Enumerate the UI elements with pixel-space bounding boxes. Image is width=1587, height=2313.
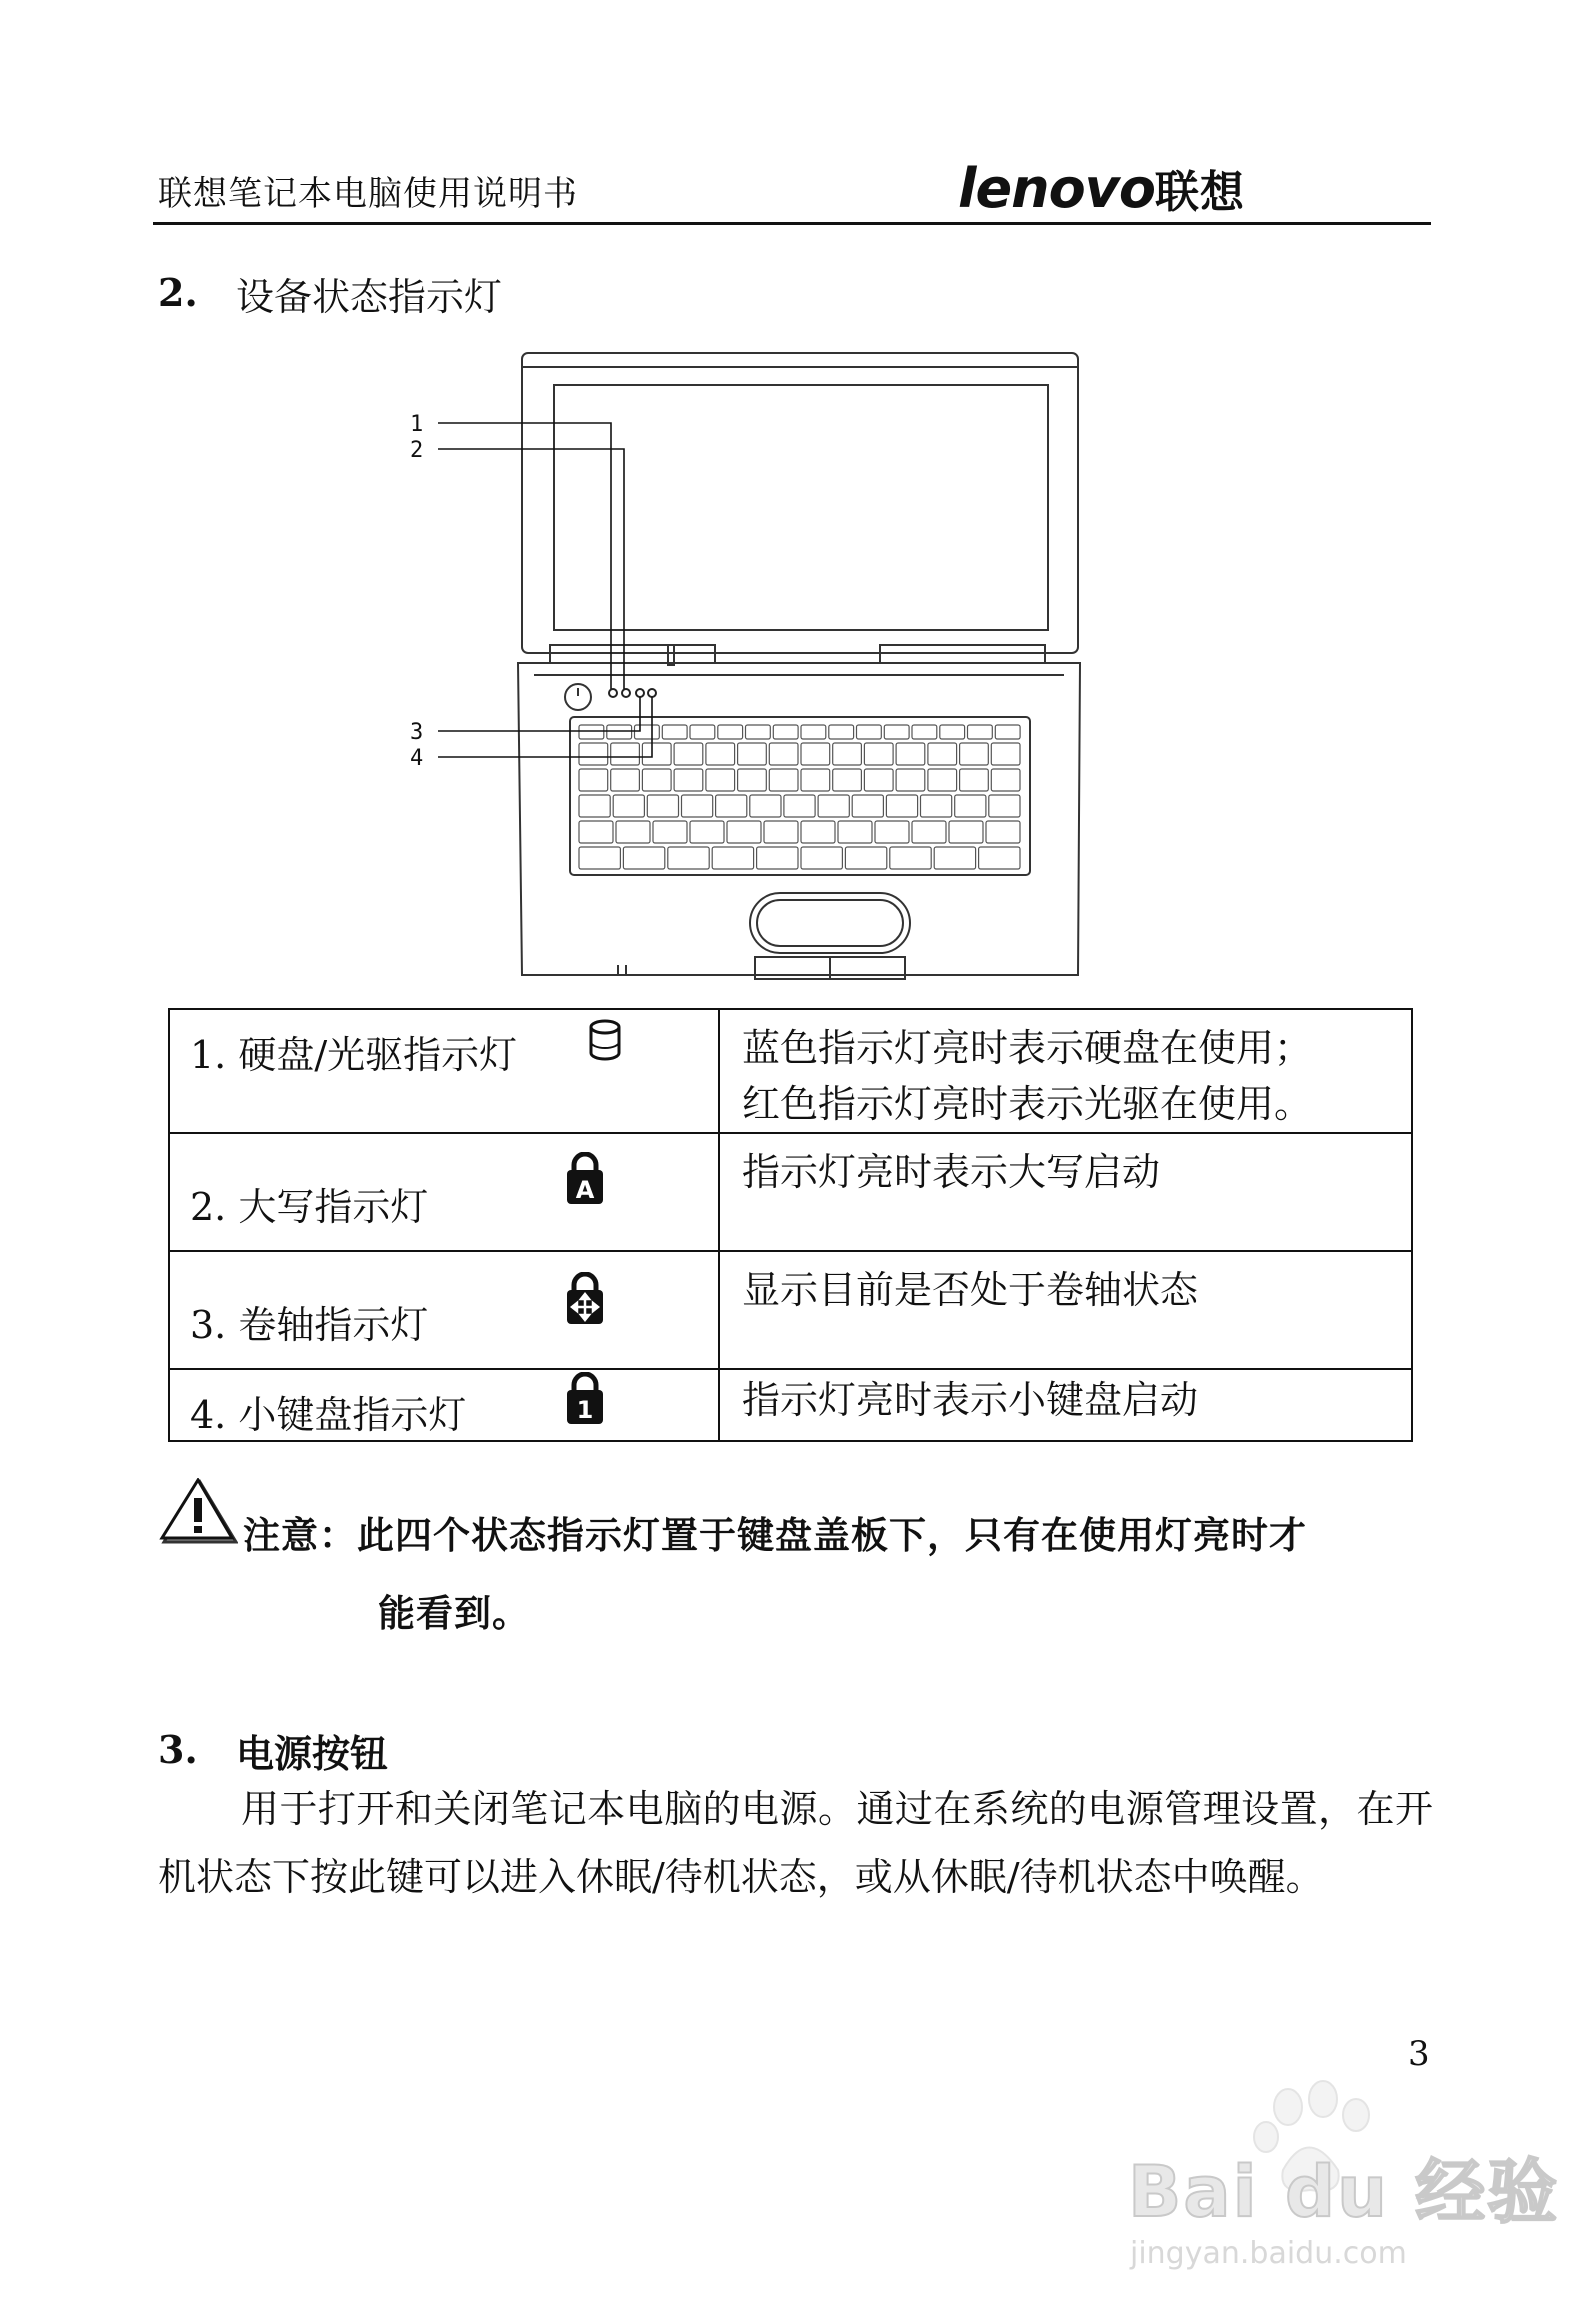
keyboard-key [896,769,925,791]
body-paragraph: 用于打开和关闭笔记本电脑的电源。通过在系统的电源管理设置，在开机状态下按此键可以进入休眠/待机状态，或从休眠/待机状态中唤醒。 [158,1787,1433,1899]
indicator-name: 2. 大写指示灯 [190,1185,429,1229]
keyboard-key [829,725,854,739]
keyboard-key [690,821,724,843]
indicator-name: 1. 硬盘/光驱指示灯 [190,1033,518,1077]
keyboard-key [718,725,743,739]
keyboard-key [716,795,747,817]
table-row [169,1133,1412,1251]
led-caps [622,689,630,697]
keyboard-key [838,821,872,843]
keyboard-key [934,847,975,869]
note-text-continued: 能看到。 [378,1592,530,1635]
keyboard-key [928,743,957,765]
indicator-desc-cell [719,1133,1412,1251]
keyboard-key [979,847,1020,869]
keyboard-key [886,795,917,817]
keyboard-key [611,743,640,765]
keyboard-key [968,725,993,739]
keyboard-key [833,743,862,765]
led-scroll [636,689,644,697]
keyboard-key [642,769,671,791]
key-rows [579,725,1020,869]
keyboard-key [995,725,1020,739]
indicator-desc-cell [719,1251,1412,1369]
keyboard-key [579,769,608,791]
keyboard-key [662,725,687,739]
laptop-screen [554,385,1048,630]
keyboard-key [833,769,862,791]
keyboard-key [579,847,620,869]
keyboard-key [928,769,957,791]
num-lock-icon [564,1372,606,1426]
section-title: 电源按钮 [236,1732,389,1776]
keyboard-key [986,821,1020,843]
keyboard-key [912,821,946,843]
keyboard-key [690,725,715,739]
callout-3: 3 [410,720,424,745]
keyboard-key [955,795,986,817]
keyboard-key [896,743,925,765]
desc-line: 指示灯亮时表示大写启动 [742,1150,1161,1194]
indicator-name: 3. 卷轴指示灯 [190,1303,429,1347]
keyboard-key [623,847,664,869]
lenovo-logo [958,156,1245,220]
note-text: 注意：此四个状态指示灯置于键盘盖板下，只有在使用灯亮时才 [243,1514,1307,1557]
keyboard-key [991,769,1020,791]
keyboard-key [801,847,842,869]
indicator-desc-cell [719,1369,1412,1441]
hdd-icon [588,1018,622,1064]
keyboard-key [579,821,613,843]
indicator-name-cell [169,1009,719,1133]
keyboard-key [852,795,883,817]
keyboard-key [784,795,815,817]
keyboard-key [757,847,798,869]
keyboard-key [674,743,703,765]
keyboard-key [674,769,703,791]
keyboard-key [579,725,604,739]
desc-line: 红色指示灯亮时表示光驱在使用。 [742,1082,1313,1126]
keyboard-key [647,795,678,817]
keyboard-key [960,769,989,791]
indicator-name-cell [169,1133,719,1251]
keyboard-key [801,821,835,843]
indicator-desc-cell [719,1009,1412,1133]
table-row [169,1369,1412,1441]
keyboard-key [801,725,826,739]
keyboard-key [960,743,989,765]
laptop-lid [522,353,1078,653]
keyboard-key [579,743,608,765]
header-rule [153,222,1431,225]
section-number: 2. [158,270,198,315]
table-row [169,1251,1412,1369]
indicator-table [168,1008,1413,1442]
keyboard-key [845,847,886,869]
keyboard-key [746,725,771,739]
keyboard-key [642,743,671,765]
keyboard-key [949,821,983,843]
keyboard-key [773,725,798,739]
keyboard-key [764,821,798,843]
keyboard-key [738,743,767,765]
keyboard-key [801,743,830,765]
keyboard-key [864,743,893,765]
keyboard-key [616,821,650,843]
keyboard-key [613,795,644,817]
section-title: 设备状态指示灯 [236,275,503,319]
page-number: 3 [1408,2034,1430,2074]
led-hdd [609,689,617,697]
keyboard-key [857,725,882,739]
keyboard-key [912,725,937,739]
keyboard-key [712,847,753,869]
led-num [648,689,656,697]
keyboard-key [579,795,610,817]
watermark-url: jingyan.baidu.com [1130,2236,1407,2271]
callout-4: 4 [410,746,424,771]
keyboard-key [706,743,735,765]
desc-line: 显示目前是否处于卷轴状态 [742,1268,1199,1312]
keyboard-key [635,725,660,739]
keyboard-key [989,795,1020,817]
keyboard-key [884,725,909,739]
keyboard-key [875,821,909,843]
laptop-base [518,663,1080,975]
indicator-name-cell [169,1251,719,1369]
keyboard-key [769,769,798,791]
keyboard-key [750,795,781,817]
svg-text:A: A [575,1176,595,1204]
warning-icon [158,1478,238,1548]
indicator-name: 4. 小键盘指示灯 [190,1393,467,1437]
callout-2: 2 [410,438,424,463]
keyboard-key [611,769,640,791]
keyboard-key [668,847,709,869]
keyboard-key [801,769,830,791]
callout-1: 1 [410,412,424,437]
keyboard-key [706,769,735,791]
section-number: 3. [158,1727,198,1772]
desc-line: 指示灯亮时表示小键盘启动 [742,1378,1199,1422]
keyboard-key [653,821,687,843]
table-row [169,1009,1412,1133]
touchpad [750,893,910,953]
keyboard [570,717,1030,875]
keyboard-key [890,847,931,869]
keyboard-key [864,769,893,791]
keyboard-key [738,769,767,791]
scroll-lock-icon [564,1272,606,1326]
keyboard-key [940,725,965,739]
keyboard-key [727,821,761,843]
keyboard-key [818,795,849,817]
keyboard-key [682,795,713,817]
watermark-text: Bai du 经验 [1128,2151,1560,2233]
svg-text:1: 1 [576,1396,594,1424]
laptop-diagram [400,345,1200,985]
keyboard-key [769,743,798,765]
document-title: 联想笔记本电脑使用说明书 [158,174,578,214]
desc-line: 蓝色指示灯亮时表示硬盘在使用； [742,1026,1313,1070]
indicator-name-cell [169,1369,719,1441]
logo-text: lenovo [958,157,1155,220]
power-button [565,684,591,710]
keyboard-key [991,743,1020,765]
keyboard-key [607,725,632,739]
logo-cn-text: 联想 [1154,167,1245,218]
caps-lock-icon [564,1152,606,1206]
keyboard-key [921,795,952,817]
